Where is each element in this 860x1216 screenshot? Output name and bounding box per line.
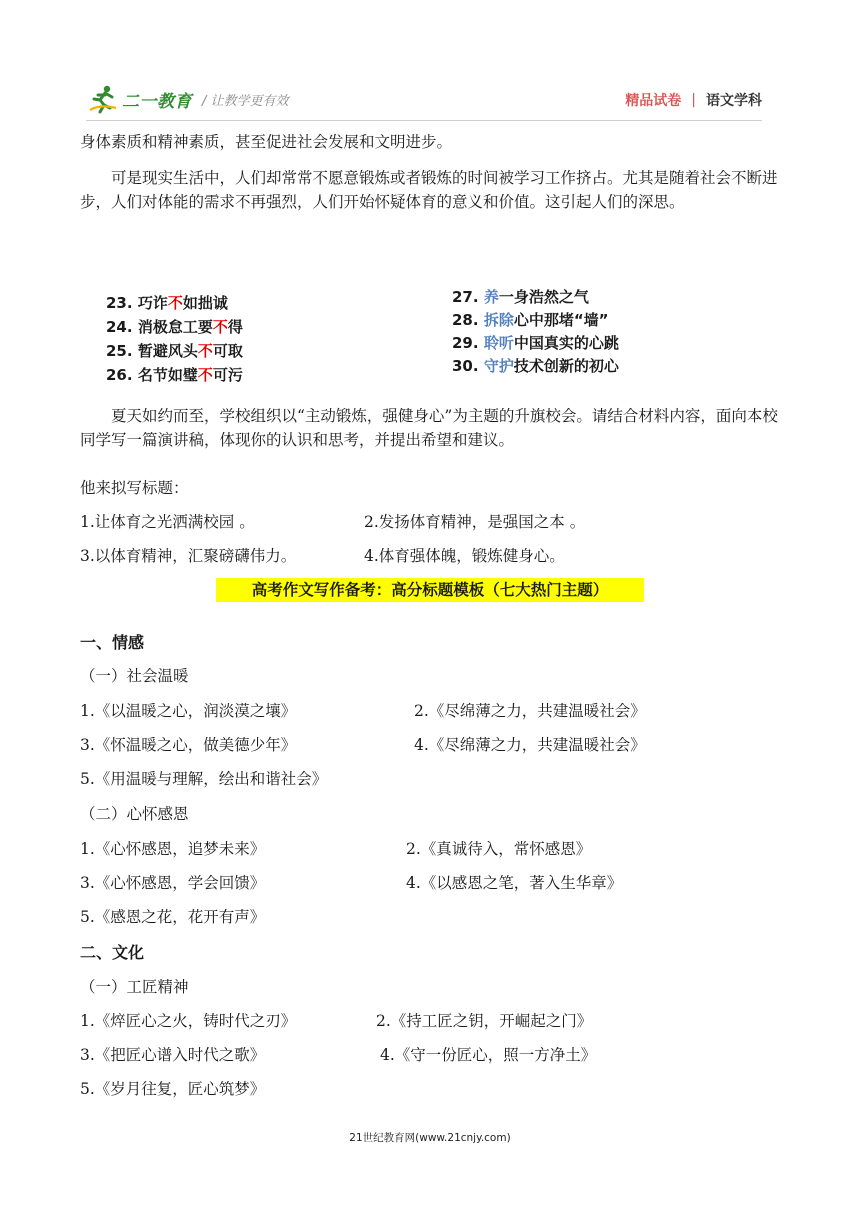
title-num: 28. bbox=[452, 311, 479, 329]
header-divider bbox=[86, 120, 762, 121]
title-item-23 bbox=[106, 292, 228, 313]
title-item-28 bbox=[452, 309, 609, 330]
title-highlight: 不 bbox=[167, 294, 183, 312]
title-part: 心中那堵“墙” bbox=[513, 311, 609, 329]
title-item-27 bbox=[452, 286, 589, 307]
tag-subject: 语文学科 bbox=[706, 93, 762, 109]
prompt-title-4: 4.体育强体魄，锻炼健身心。 bbox=[364, 547, 565, 565]
title-part: 得 bbox=[227, 318, 243, 336]
title-entry: 3.《把匠心谱入时代之歌》 bbox=[80, 1046, 266, 1064]
logo-name: 二一教育 bbox=[122, 91, 192, 112]
title-highlight: 拆除 bbox=[483, 311, 514, 329]
title-num: 24. bbox=[106, 318, 133, 336]
title-part: 中国真实的心跳 bbox=[513, 334, 619, 352]
title-num: 30. bbox=[452, 357, 479, 375]
title-highlight: 不 bbox=[212, 318, 228, 336]
title-part: 暂避风头 bbox=[137, 342, 198, 360]
title-item-30 bbox=[452, 355, 619, 376]
title-entry: 4.《以感恩之笔，著入生华章》 bbox=[406, 874, 623, 892]
title-entry: 3.《心怀感恩，学会回馈》 bbox=[80, 874, 266, 892]
logo-slogan: / 让教学更有效 bbox=[202, 93, 289, 109]
title-entry: 1.《以温暖之心，润淡漠之壤》 bbox=[80, 702, 297, 720]
title-num: 23. bbox=[106, 294, 133, 312]
title-entry: 5.《岁月往复，匠心筑梦》 bbox=[80, 1080, 266, 1098]
title-part: 可取 bbox=[212, 342, 243, 360]
title-part: 名节如璧 bbox=[137, 366, 198, 384]
slogan-text: 让教学更有效 bbox=[210, 93, 289, 109]
title-item-25 bbox=[106, 340, 243, 361]
intro-paragraph-1: 身体素质和精神素质，甚至促进社会发展和文明进步。 bbox=[80, 133, 453, 151]
title-entry: 4.《尽绵薄之力，共建温暖社会》 bbox=[414, 736, 646, 754]
title-part: 巧诈 bbox=[137, 294, 168, 312]
title-entry: 2.《持工匠之钥，开崛起之门》 bbox=[376, 1012, 593, 1030]
prompt-paragraph: 夏天如约而至，学校组织以“主动锻炼，强健身心”为主题的升旗校会。请结合材料内容，面向本校同学写一篇演讲稿，体现你的认识和思考，并提出希望和建议。 bbox=[80, 407, 778, 449]
title-entry: 5.《感恩之花，花开有声》 bbox=[80, 908, 266, 926]
title-entry: 3.《怀温暖之心，做美德少年》 bbox=[80, 736, 297, 754]
page-header bbox=[86, 82, 762, 116]
section-banner bbox=[216, 578, 644, 602]
title-highlight: 不 bbox=[197, 342, 213, 360]
tag-separator: | bbox=[691, 92, 696, 108]
title-num: 27. bbox=[452, 288, 479, 306]
title-item-29 bbox=[452, 332, 619, 353]
prompt-lead: 他来拟写标题： bbox=[80, 479, 189, 497]
title-num: 29. bbox=[452, 334, 479, 352]
subsection-gratitude: （二）心怀感恩 bbox=[80, 805, 189, 823]
subsection-social-warmth: （一）社会温暖 bbox=[80, 667, 189, 685]
title-part: 一身浩然之气 bbox=[498, 288, 589, 306]
intro-paragraph-2: 可是现实生活中，人们却常常不愿意锻炼或者锻炼的时间被学习工作挤占。尤其是随着社会不断进步，人们对体能的需求不再强烈，人们开始怀疑体育的意义和价值。这引起人们的深思。 bbox=[80, 169, 778, 211]
prompt-title-2: 2.发扬体育精神，是强国之本 。 bbox=[364, 513, 586, 531]
tag-premium: 精品试卷 bbox=[625, 93, 682, 109]
title-highlight: 聆听 bbox=[483, 334, 514, 352]
title-item-26 bbox=[106, 364, 243, 385]
section-heading-emotion: 一、情感 bbox=[80, 633, 145, 652]
title-entry: 5.《用温暖与理解，绘出和谐社会》 bbox=[80, 770, 328, 788]
title-highlight: 不 bbox=[197, 366, 213, 384]
subsection-craftsmanship: （一）工匠精神 bbox=[80, 978, 189, 996]
page-footer: 21世纪教育网(www.21cnjy.com) bbox=[349, 1132, 511, 1144]
title-entry: 1.《心怀感恩，追梦未来》 bbox=[80, 840, 266, 858]
prompt-title-3: 3.以体育精神，汇聚磅礴伟力。 bbox=[80, 547, 297, 565]
title-num: 26. bbox=[106, 366, 133, 384]
logo bbox=[86, 82, 289, 116]
title-part: 技术创新的初心 bbox=[513, 357, 619, 375]
title-entry: 1.《焠匠心之火，铸时代之刃》 bbox=[80, 1012, 297, 1030]
title-num: 25. bbox=[106, 342, 133, 360]
title-part: 如拙诚 bbox=[182, 294, 228, 312]
banner-title: 高考作文写作备考：高分标题模板（七大热门主题） bbox=[251, 581, 609, 599]
section-heading-culture: 二、文化 bbox=[80, 943, 145, 962]
prompt-title-1: 1.让体育之光洒满校园 。 bbox=[80, 513, 255, 531]
title-entry: 2.《真诚待入，常怀感恩》 bbox=[406, 840, 592, 858]
running-figure-icon bbox=[86, 84, 120, 114]
title-highlight: 守护 bbox=[483, 357, 514, 375]
title-part: 消极怠工要 bbox=[137, 318, 213, 336]
title-entry: 2.《尽绵薄之力，共建温暖社会》 bbox=[414, 702, 646, 720]
title-part: 可污 bbox=[212, 366, 243, 384]
title-item-24 bbox=[106, 316, 243, 337]
title-entry: 4.《守一份匠心，照一方净土》 bbox=[380, 1046, 597, 1064]
title-highlight: 养 bbox=[483, 288, 499, 306]
header-tags bbox=[625, 90, 762, 110]
